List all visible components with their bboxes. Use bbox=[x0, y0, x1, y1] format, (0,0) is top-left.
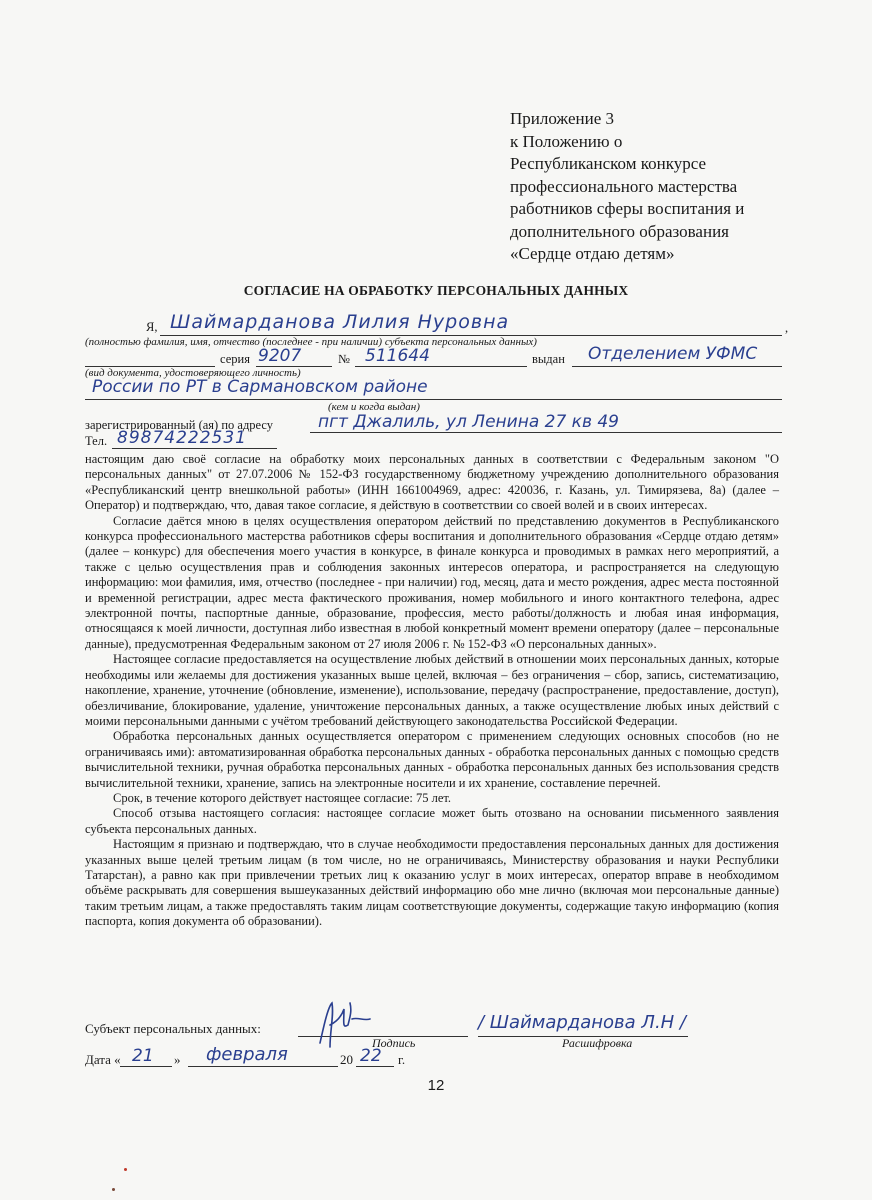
day-line bbox=[120, 1066, 172, 1067]
page-number: 12 bbox=[427, 1077, 445, 1094]
address-field[interactable]: пгт Джалиль, ул Ленина 27 кв 49 bbox=[318, 412, 620, 432]
issued-line-1 bbox=[572, 366, 782, 367]
transcript-caption: Расшифровка bbox=[562, 1036, 633, 1050]
month-line bbox=[188, 1066, 338, 1067]
phone-field[interactable]: 89874222531 bbox=[117, 428, 247, 448]
issued-line-2 bbox=[85, 399, 782, 400]
signature-caption: Подпись bbox=[372, 1036, 416, 1050]
issued-caption: (кем и когда выдан) bbox=[328, 401, 420, 413]
appendix-line: Республиканском конкурсе bbox=[510, 154, 707, 173]
doc-caption: (вид документа, удостоверяющего личность) bbox=[85, 367, 301, 379]
scan-speck bbox=[124, 1168, 127, 1171]
document-title: СОГЛАСИЕ НА ОБРАБОТКУ ПЕРСОНАЛЬНЫХ ДАННЫХ bbox=[243, 283, 629, 298]
year-suffix: г. bbox=[398, 1052, 406, 1067]
number-field[interactable]: 511644 bbox=[365, 346, 430, 366]
issued-field-1[interactable]: Отделением УФМС bbox=[588, 344, 758, 364]
name-field[interactable]: Шаймарданова Лилия Нуровна bbox=[170, 311, 510, 333]
appendix-line: к Положению о bbox=[510, 131, 623, 151]
issued-label: выдан bbox=[532, 352, 565, 366]
comma: , bbox=[785, 321, 789, 335]
name-caption: (полностью фамилия, имя, отчество (последнее - при наличии) субъекта персональных данных) bbox=[85, 336, 537, 348]
address-line bbox=[310, 432, 782, 433]
year-line bbox=[356, 1066, 394, 1067]
number-line bbox=[355, 366, 527, 367]
appendix-line: Приложение 3 bbox=[510, 109, 614, 128]
paragraph: настоящим даю своё согласие на обработку моих персональных данных в соответствии с Федеральным законом "О персональных данных" от 27.07.2006 № 152-ФЗ государственному бюджетному учреждению дополнительного образования «Республиканский центр внешкольной работы» (ИНН 1661004969, адрес: 420036, г. Казань, ул. Тимирязева, 8а) (далее – Оператор) и подтверждаю, что, давая такое согласие, я действую в соответствии со своей волей и в своих интересах. bbox=[85, 452, 779, 513]
series-field[interactable]: 9207 bbox=[258, 346, 302, 366]
appendix-line: профессионального мастерства bbox=[510, 176, 738, 196]
appendix-line: работников сферы воспитания и bbox=[510, 199, 745, 218]
paragraph: Способ отзыва настоящего согласия: настоящее согласие может быть отозвано на основании письменного заявления субъекта персональных данных. bbox=[85, 806, 779, 836]
scan-speck bbox=[112, 1188, 115, 1191]
paragraph: Настоящим я признаю и подтверждаю, что в случае необходимости предоставления персональных данных для достижения указанных выше целей третьим лицам (в том числе, но не ограничиваясь, Министерству образования и науки Республики Татарстан), а равно как при привлечении третьих лиц к оказанию услуг в моих интересах, оператор вправе в необходимом объёме раскрывать для совершения вышеуказанных действий информацию обо мне лично (включая мои персональные данные) таким третьим лицам, а также предоставлять таким лицам соответствующие документы, содержащие такую информацию (копия паспорта, копия документа об образовании). bbox=[85, 837, 779, 929]
appendix-line: «Сердце отдаю детям» bbox=[510, 244, 675, 263]
series-label: серия bbox=[220, 352, 250, 366]
date-mid: » bbox=[174, 1052, 181, 1067]
appendix-header bbox=[510, 108, 850, 266]
issued-field-2[interactable]: России по РТ в Сармановском районе bbox=[92, 377, 428, 397]
paragraph: Настоящее согласие предоставляется на осуществление любых действий в отношении моих персональных данных, которые необходимы или желаемы для достижения указанных выше целей, включая – без ограничения – сбор, запись, систематизацию, накопление, хранение, уточнение (обновление, изменение), использование, передачу (распространение, предоставление, доступ), обезличивание, блокирование, удаление, уничтожение персональных данных, а также осуществление любых иных действий с моими персональными данными с учётом требований действующего законодательства Российской Федерации. bbox=[85, 652, 779, 728]
paragraph: Согласие даётся мною в целях осуществления оператором действий по представлению документов в Республиканского конкурса профессионального мастерства работников сферы воспитания и дополнительного образования «Сердце отдаю детям» (далее – конкурс) для обеспечения моего участия в конкурсе, в финале конкурса и проводимых в рамках него мероприятий, а также с целью осуществления прав и соблюдения законных интересов оператора, и распространяется на следующую информацию: мои фамилия, имя, отчество (последнее - при наличии) год, месяц, дата и место рождения, адрес места постоянной и временной регистрации, адрес места фактического проживания, номер мобильного и иного контактного телефона, адрес электронной почты, паспортные данные, образование, профессия, место работы/должность и любая иная информация, относящаяся к моей личности, доступная либо известная в любой конкретный момент времени оператору (далее – персональные данные), предусмотренная Федеральным законом от 27 июля 2006 г. № 152-ФЗ «О персональных данных». bbox=[85, 513, 779, 651]
month-field[interactable]: февраля bbox=[206, 1044, 288, 1065]
subject-label: Субъект персональных данных: bbox=[85, 1021, 261, 1036]
phone-label: Тел. bbox=[85, 434, 108, 448]
year-prefix: 20 bbox=[340, 1052, 353, 1067]
paragraph: Обработка персональных данных осуществляется оператором с применением следующих основных способов (но не ограничиваясь ими): автоматизированная обработка персональных данных - обработка персональных данных с помощью средств вычислительной техники, ручная обработка персональных данных - обработка персональных данных без использования средств вычислительной техники, хранение, запись на электронные носители и их хранение, составление перечней. bbox=[85, 729, 779, 790]
appendix-line: дополнительного образования bbox=[510, 221, 729, 241]
paragraph: Срок, в течение которого действует настоящее согласие: 75 лет. bbox=[113, 790, 452, 805]
year-field[interactable]: 22 bbox=[360, 1046, 382, 1066]
i-label: Я, bbox=[146, 320, 158, 334]
consent-body bbox=[85, 452, 779, 930]
date-label: Дата « bbox=[85, 1052, 121, 1067]
day-field[interactable]: 21 bbox=[132, 1046, 154, 1066]
transcript-field[interactable]: / Шаймарданова Л.Н / bbox=[478, 1012, 686, 1033]
number-label: № bbox=[338, 352, 350, 366]
address-label: зарегистрированный (ая) по адресу bbox=[85, 418, 274, 432]
phone-line bbox=[112, 448, 277, 449]
